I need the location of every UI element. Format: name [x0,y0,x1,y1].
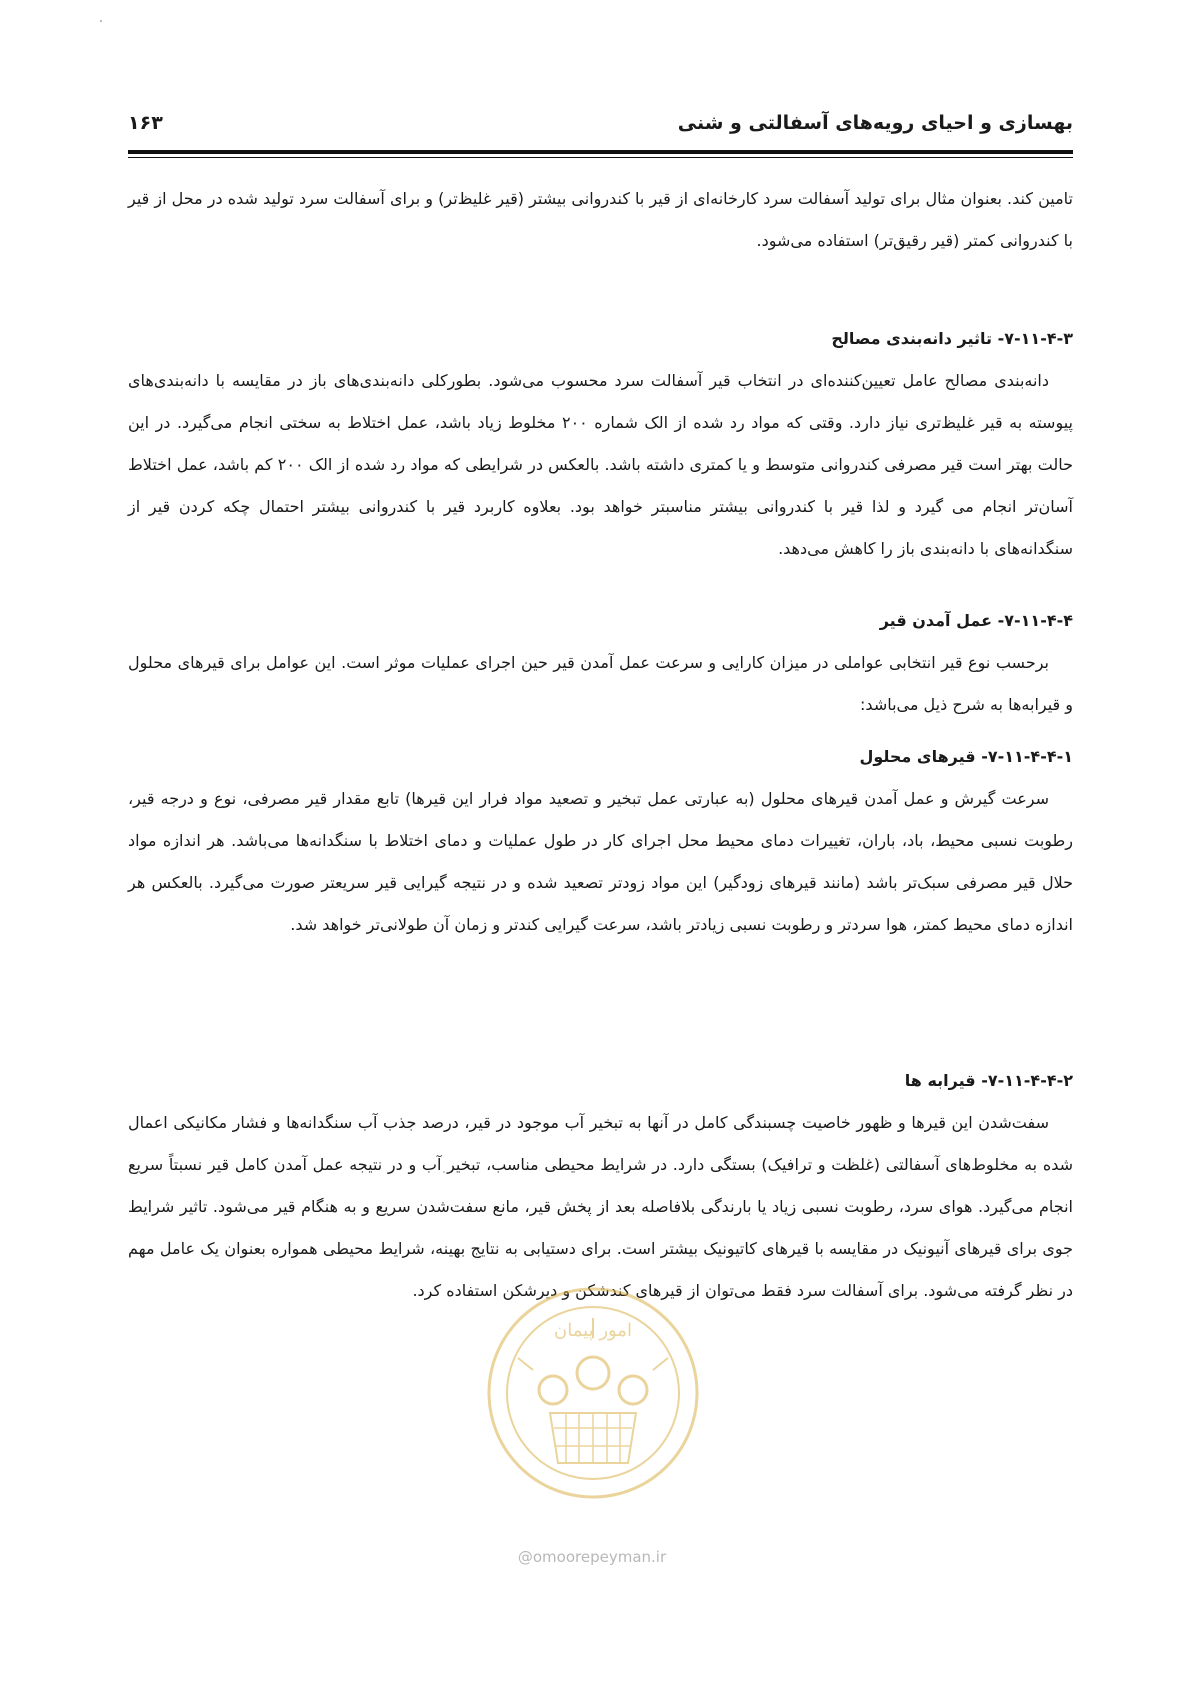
section-heading: ۷-۱۱-۴-۴-۲- قیرابه ها [904,1071,1073,1090]
watermark-seal-icon [478,1278,708,1508]
section-paragraph: سفت‌شدن این قیرها و ظهور خاصیت چسبندگی کامل در آنها به تبخیر آب موجود در قیر، درصد جذب آب سنگدانه‌ها و فشار مکانیکی اعمال شده به مخلوط‌های آسفالتی (غلظت و ترافیک) بستگی دارد. در شرایط محیطی مناسب، تبخیر آب و در نتیجه عمل آمدن کامل قیر نسبتاً سریع انجام می‌گیرد. هوای سرد، رطوبت نسبی زیاد یا بارندگی بلافاصله بعد از پخش قیر، مانع سفت‌شدن سریع و به هنگام قیر می‌شود. تاثیر شرایط جوی برای قیرهای آنیونیک در مقایسه با قیرهای کاتیونیک بیشتر است. برای دستیابی به نتایج بهینه، شرایط محیطی همواره بعنوان یک عامل مهم در نظر گرفته می‌شود. برای آسفالت سرد فقط می‌توان از قیرهای کندشکن و دیرشکن استفاده کرد. [128,1113,1073,1300]
scan-speck [100,20,102,22]
section-heading: ۷-۱۱-۴-۳- تاثیر دانه‌بندی مصالح [831,329,1073,348]
header-title: بهسازی و احیای رویه‌های آسفالتی و شنی [677,112,1073,134]
running-header [128,108,1073,150]
section-heading: ۷-۱۱-۴-۴-۱- قیرهای محلول [859,747,1073,766]
page-number: ۱۶۳ [128,112,163,134]
intro-paragraph: تامین کند. بعنوان مثال برای تولید آسفالت سرد کارخانه‌ای از قیر با کندروانی بیشتر (قیر غلیظ‌تر) و برای آسفالت سرد تولید شده در محل از قیر با کندروانی کمتر (قیر رقیق‌تر) استفاده می‌شود. [128,189,1073,250]
header-rule-thin [128,157,1073,158]
section-paragraph: سرعت گیرش و عمل آمدن قیرهای محلول (به عبارتی عمل تبخیر و تصعید مواد فرار این قیرها) تابع مقدار قیر مصرفی، نوع و درجه قیر، رطوبت نسبی محیط، باد، باران، تغییرات دمای محیط محل اجرای کار در طول عملیات و دمای اختلاط با سنگدانه‌ها می‌باشد. هر اندازه مواد حلال قیر مصرفی سبک‌تر باشد (مانند قیرهای زودگیر) این مواد زودتر تصعید شده و در نتیجه گیرایی قیر سریعتر صورت می‌گیرد. بالعکس هر اندازه دمای محیط کمتر، هوا سردتر و رطوبت نسبی زیادتر باشد، سرعت گیرایی کندتر و زمان آن طولانی‌تر خواهد شد. [128,789,1073,934]
intro-block [128,178,1073,262]
section-emulsions [128,1060,1073,1312]
section-heading: ۷-۱۱-۴-۴- عمل آمدن قیر [879,611,1073,630]
header-rule-thick [128,150,1073,154]
section-paragraph: برحسب نوع قیر انتخابی عواملی در میزان کارایی و سرعت عمل آمدن قیر حین اجرای عملیات موثر است. این عوامل برای قیرهای محلول و قیرابه‌ها به شرح ذیل می‌باشد: [128,653,1073,714]
section-grading [128,318,1073,570]
watermark-seal-text: امور پیمان [554,1320,632,1341]
watermark-url: @omoorepeyman.ir [517,1548,667,1566]
section-curing [128,600,1073,726]
section-paragraph: دانه‌بندی مصالح عامل تعیین‌کننده‌ای در انتخاب قیر آسفالت سرد محسوب می‌شود. بطورکلی دانه‌بندی‌های باز در مقایسه با دانه‌بندی‌های پیوسته به قیر غلیظ‌تری نیاز دارد. وقتی که مواد رد شده از الک شماره ۲۰۰ مخلوط زیاد باشد، عمل اختلاط به سختی انجام می‌گیرد. در این حالت بهتر است قیر مصرفی کندروانی متوسط و یا کمتری داشته باشد. بالعکس در شرایطی که مواد رد شده از الک ۲۰۰ کم باشد، عمل اختلاط آسان‌تر انجام می گیرد و لذا قیر با کندروانی بیشتر مناسبتر خواهد بود. بعلاوه کاربرد قیر با کندروانی بیشتر احتمال چکه کردن قیر از سنگدانه‌های با دانه‌بندی باز را کاهش می‌دهد. [128,371,1074,558]
section-cutbacks [128,736,1073,946]
